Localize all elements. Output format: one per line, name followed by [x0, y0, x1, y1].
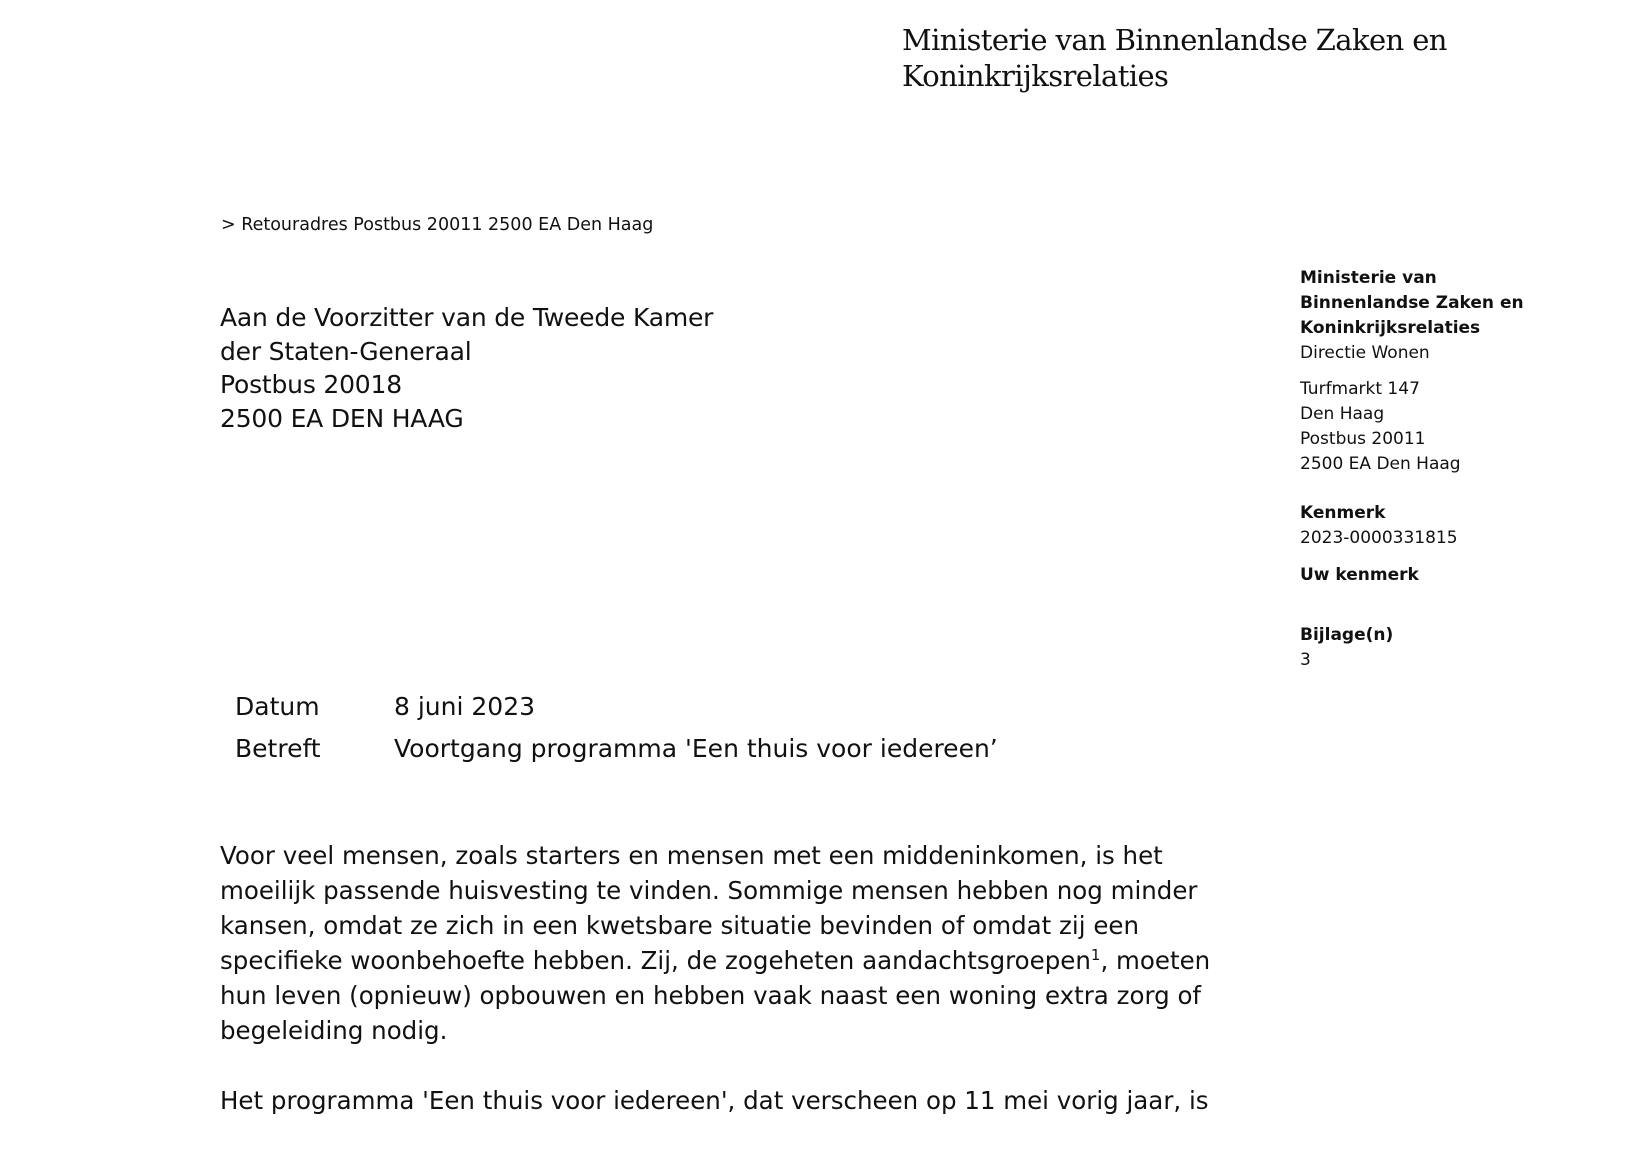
date-label: Datum	[235, 692, 320, 721]
body-line: moeilijk passende huisvesting te vinden. Sommige mensen hebben nog minder	[220, 876, 1198, 905]
letter-body	[220, 838, 1260, 1153]
body-line: Het programma 'Een thuis voor iedereen', dat verscheen op 11 mei vorig jaar, is	[220, 1086, 1209, 1115]
body-paragraph-1	[220, 838, 1260, 1048]
sender-city: Den Haag	[1300, 404, 1385, 424]
recipient-line-2: der Staten-Generaal	[220, 336, 472, 366]
sender-org-line-1: Ministerie van	[1300, 268, 1437, 288]
subject-label: Betreft	[235, 734, 321, 763]
body-line: hun leven (opnieuw) opbouwen en hebben vaak naast een woning extra zorg of	[220, 981, 1202, 1010]
ministry-logo-line-1: Ministerie van Binnenlandse Zaken en	[902, 23, 1447, 57]
return-address: > Retouradres Postbus 20011 2500 EA Den Haag	[221, 215, 654, 235]
sender-department: Directie Wonen	[1300, 343, 1430, 363]
body-line	[220, 943, 1260, 978]
sender-org-line-3: Koninkrijksrelaties	[1300, 318, 1481, 338]
body-line: kansen, omdat ze zich in een kwetsbare situatie bevinden of omdat zij een	[220, 911, 1139, 940]
sender-street: Turfmarkt 147	[1300, 379, 1420, 399]
sender-info-column	[1300, 266, 1630, 673]
date-row	[235, 686, 998, 728]
kenmerk-value: 2023-0000331815	[1300, 528, 1458, 548]
body-line: begeleiding nodig.	[220, 1016, 448, 1045]
body-line-text: specifieke woonbehoefte hebben. Zij, de zogeheten aandachtsgroepen	[220, 946, 1091, 975]
subject-value: Voortgang programma 'Een thuis voor iedereen’	[394, 734, 998, 763]
recipient-line-3: Postbus 20018	[220, 370, 402, 399]
ministry-logo	[902, 22, 1602, 94]
body-line-text: , moeten	[1100, 946, 1211, 975]
date-value: 8 juni 2023	[394, 692, 536, 721]
footnote-marker[interactable]: 1	[1090, 945, 1101, 964]
kenmerk-label: Kenmerk	[1300, 503, 1386, 523]
recipient-address	[220, 301, 713, 435]
body-paragraph-2	[220, 1083, 1260, 1118]
recipient-line-4: 2500 EA DEN HAAG	[220, 403, 464, 433]
ministry-logo-line-2: Koninkrijksrelaties	[902, 59, 1169, 93]
recipient-line-1: Aan de Voorzitter van de Tweede Kamer	[220, 303, 714, 332]
subject-row	[235, 728, 998, 770]
sender-postcode-city: 2500 EA Den Haag	[1300, 454, 1461, 474]
bijlagen-label: Bijlage(n)	[1300, 625, 1394, 645]
letter-meta	[235, 686, 998, 770]
sender-org-line-2: Binnenlandse Zaken en	[1300, 293, 1524, 313]
sender-postbus: Postbus 20011	[1300, 429, 1426, 449]
uw-kenmerk-label: Uw kenmerk	[1300, 565, 1419, 585]
body-line: Voor veel mensen, zoals starters en mensen met een middeninkomen, is het	[220, 841, 1163, 870]
bijlagen-value: 3	[1300, 650, 1311, 670]
